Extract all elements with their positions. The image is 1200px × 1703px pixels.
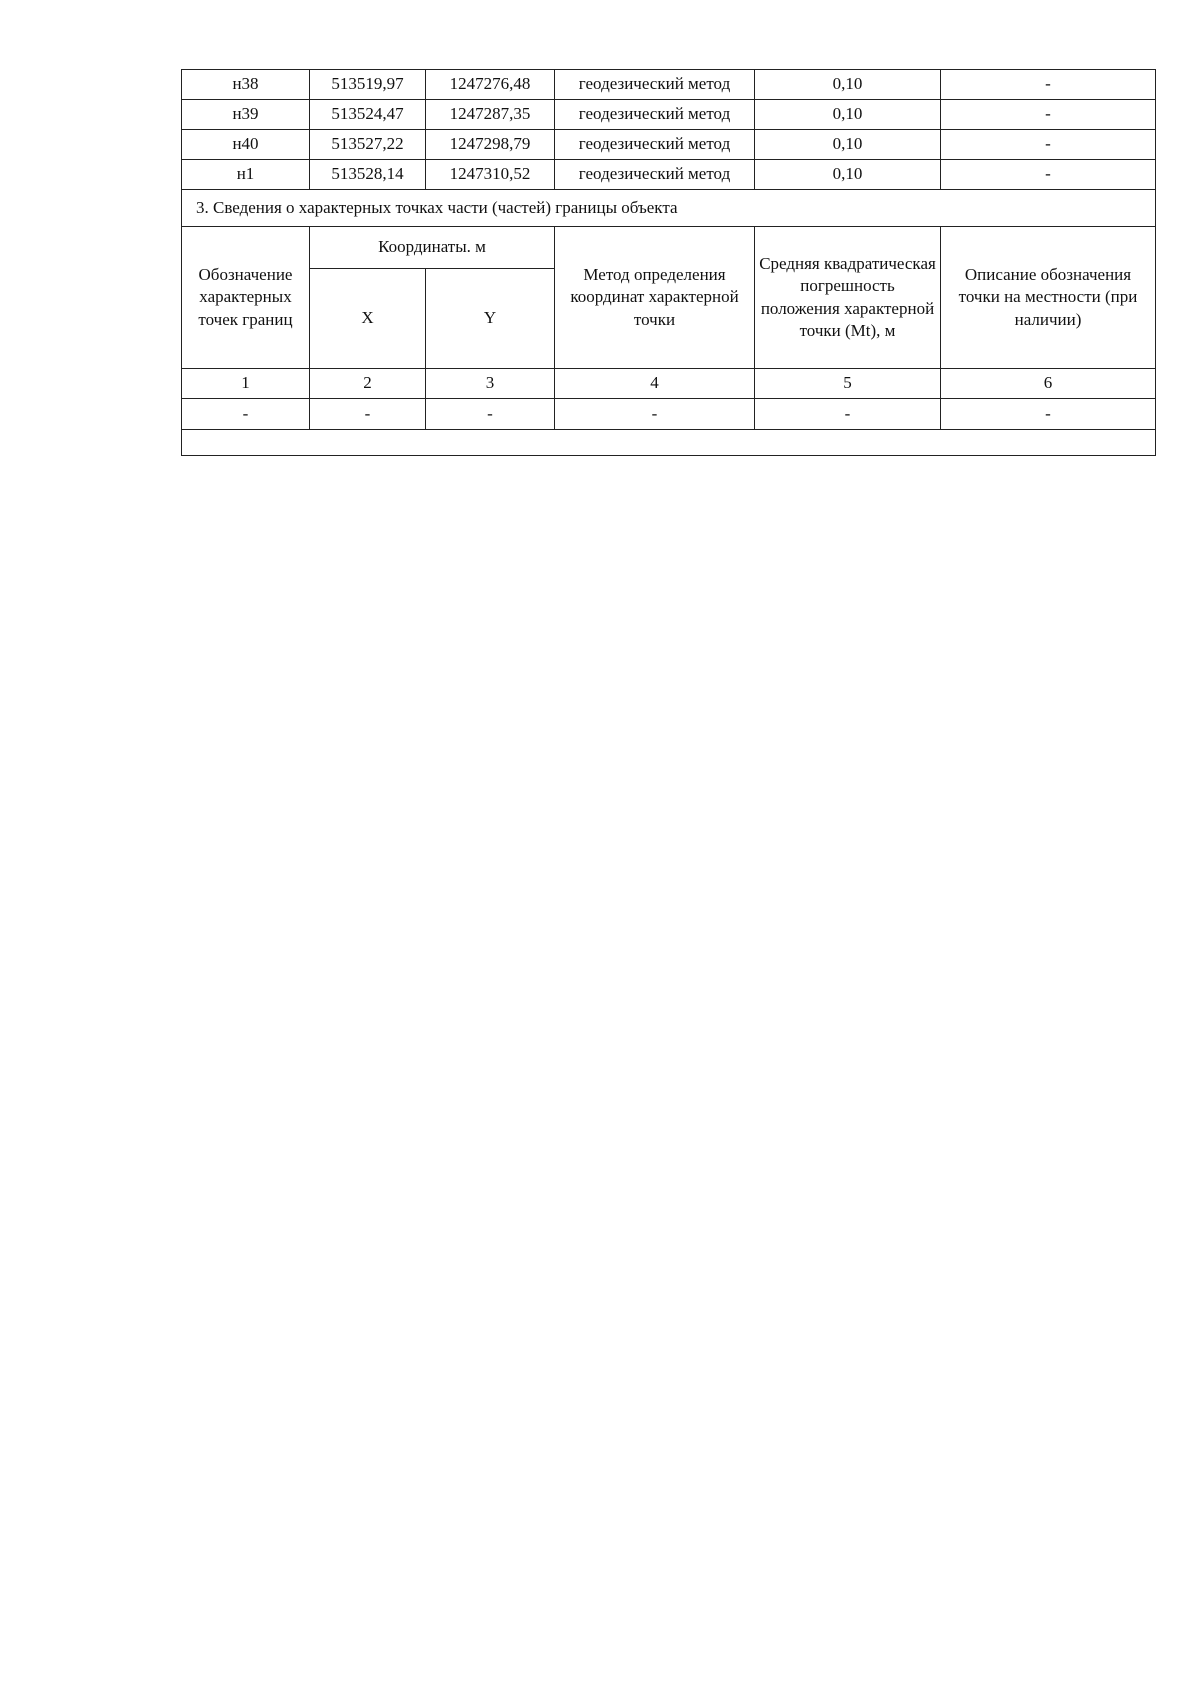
point-x: 513524,47: [310, 100, 426, 130]
table-row: [182, 130, 1156, 160]
section-title-row: [182, 190, 1156, 227]
point-x: 513519,97: [310, 70, 426, 100]
table-cell: -: [426, 399, 555, 430]
header-designation: Обозначение характерных точек границ: [182, 227, 310, 369]
point-error: 0,10: [755, 100, 941, 130]
column-number: 5: [755, 369, 941, 399]
table-row: [182, 160, 1156, 190]
column-number: 1: [182, 369, 310, 399]
table-row: [182, 399, 1156, 430]
header-method: Метод определения координат характерной точки: [555, 227, 755, 369]
point-method: геодезический метод: [555, 130, 755, 160]
table-row: [182, 70, 1156, 100]
column-number: 4: [555, 369, 755, 399]
point-label: н40: [182, 130, 310, 160]
header-error: Средняя квадратическая погрешность положения характерной точки (Mt), м: [755, 227, 941, 369]
column-number: 6: [941, 369, 1156, 399]
point-method: геодезический метод: [555, 160, 755, 190]
empty-row: [182, 430, 1156, 456]
header-y: Y: [426, 269, 555, 369]
table-cell: -: [755, 399, 941, 430]
point-label: н1: [182, 160, 310, 190]
header-description: Описание обозначения точки на местности (при наличии): [941, 227, 1156, 369]
point-x: 513528,14: [310, 160, 426, 190]
point-description: -: [941, 70, 1156, 100]
column-number: 3: [426, 369, 555, 399]
header-x: X: [310, 269, 426, 369]
point-error: 0,10: [755, 160, 941, 190]
point-y: 1247310,52: [426, 160, 555, 190]
column-numbers-row: [182, 369, 1156, 399]
point-label: н39: [182, 100, 310, 130]
point-y: 1247287,35: [426, 100, 555, 130]
table-cell: -: [941, 399, 1156, 430]
point-description: -: [941, 130, 1156, 160]
table-cell: -: [182, 399, 310, 430]
point-y: 1247298,79: [426, 130, 555, 160]
table-cell: -: [310, 399, 426, 430]
point-x: 513527,22: [310, 130, 426, 160]
section-title: 3. Сведения о характерных точках части (частей) границы объекта: [182, 190, 1156, 227]
header-row: [182, 227, 1156, 269]
boundary-points-table: [181, 69, 1156, 456]
point-y: 1247276,48: [426, 70, 555, 100]
point-method: геодезический метод: [555, 100, 755, 130]
table-cell: -: [555, 399, 755, 430]
table-row: [182, 100, 1156, 130]
point-error: 0,10: [755, 70, 941, 100]
column-number: 2: [310, 369, 426, 399]
point-description: -: [941, 100, 1156, 130]
header-coordinates: Координаты. м: [310, 227, 555, 269]
point-error: 0,10: [755, 130, 941, 160]
point-label: н38: [182, 70, 310, 100]
empty-cell: [182, 430, 1156, 456]
point-method: геодезический метод: [555, 70, 755, 100]
point-description: -: [941, 160, 1156, 190]
